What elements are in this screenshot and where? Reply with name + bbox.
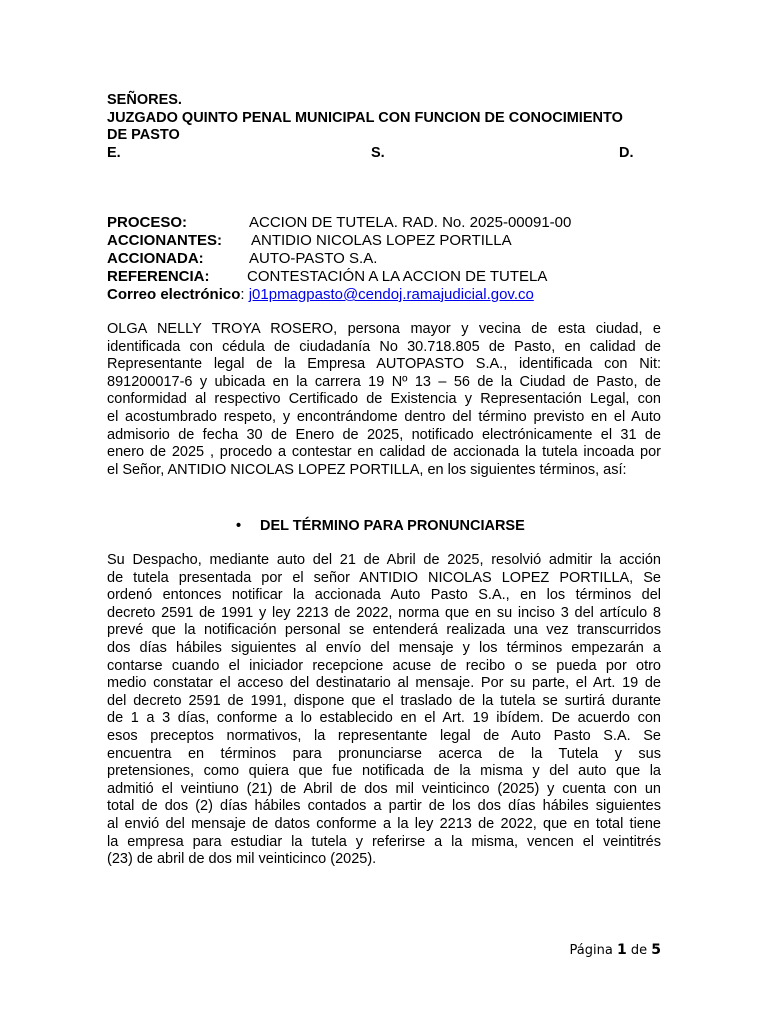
intro-line: Representante legal de la Empresa AUTOPASTO S.A., identificada con Nit: xyxy=(107,356,661,373)
intro-line: admisorio de fecha 30 de Enero de 2025, notificado electrónicamente el 31 de xyxy=(107,426,661,443)
addressee-block xyxy=(107,92,667,162)
total-pages-number: 5 xyxy=(651,942,661,958)
accionantes-label: ACCIONANTES: xyxy=(107,232,222,249)
body-line: (23) de abril de dos mil veinticinco (2025). xyxy=(107,851,377,868)
accionada-row xyxy=(107,250,667,268)
accionantes-row xyxy=(107,232,667,250)
accionada-value: AUTO-PASTO S.A. xyxy=(249,250,378,267)
esd-line xyxy=(107,145,667,163)
correo-separator: : xyxy=(240,286,245,303)
esd-d: D. xyxy=(619,144,634,161)
bullet-icon: • xyxy=(236,518,242,534)
accionantes-value: ANTIDIO NICOLAS LOPEZ PORTILLA xyxy=(251,232,512,249)
intro-line: conformidad al respectivo Certificado de Existencia y Representación Legal, con xyxy=(107,391,661,408)
page-word: Página xyxy=(569,943,613,958)
page-number-footer xyxy=(570,942,661,958)
body-line: de 1 a 3 días, conforme a lo establecido en el Art. 19 ibídem. De acuerdo con xyxy=(107,710,661,727)
body-line: total de dos (2) días hábiles contados a partir de los dos días hábiles siguientes xyxy=(107,798,661,815)
proceso-value: ACCION DE TUTELA. RAD. No. 2025-00091-00 xyxy=(249,214,572,231)
referencia-value: CONTESTACIÓN A LA ACCION DE TUTELA xyxy=(247,268,548,285)
current-page-number: 1 xyxy=(616,942,627,958)
section-heading-text: DEL TÉRMINO PARA PRONUNCIARSE xyxy=(260,518,525,534)
correo-row xyxy=(107,286,667,304)
esd-e: E. xyxy=(107,144,121,161)
referencia-label: REFERENCIA: xyxy=(107,268,210,285)
body-paragraph xyxy=(107,552,661,869)
intro-line: 891200017-6 y ubicada en la carrera 19 Nº 13 – 56 de la Ciudad de Pasto, de xyxy=(107,373,661,390)
body-line: de tutela presentada por el señor ANTIDIO NICOLAS LOPEZ PORTILLA, Se xyxy=(107,569,661,586)
body-line: al envió del mensaje de datos conforme a la ley 2213 de 2022, que en total tiene xyxy=(107,815,661,832)
case-metadata xyxy=(107,214,667,304)
intro-line: el Señor, ANTIDIO NICOLAS LOPEZ PORTILLA, en los siguientes términos, así: xyxy=(107,461,627,478)
proceso-row xyxy=(107,214,667,232)
body-line: Su Despacho, mediante auto del 21 de Abril de 2025, resolvió admitir la acción xyxy=(107,552,661,568)
intro-line: identificada con cédula de ciudadanía No 30.718.805 de Pasto, en calidad de xyxy=(107,338,661,355)
email-link[interactable]: j01pmagpasto@cendoj.ramajudicial.gov.co xyxy=(248,286,534,303)
body-line: dos días hábiles siguientes al envío del mensaje y los términos empezarán a xyxy=(107,639,661,656)
esd-s: S. xyxy=(371,144,385,161)
body-line: pretensiones, como quiera que fue notificada de la misma y del auto que la xyxy=(107,763,661,780)
addressee-court-name: JUZGADO QUINTO PENAL MUNICIPAL CON FUNCION DE CONOCIMIENTO xyxy=(107,109,623,126)
accionada-label: ACCIONADA: xyxy=(107,250,204,267)
of-word: de xyxy=(630,943,648,958)
body-line: contarse cuando el iniciador recepcione acuse de recibo o se pueda por otro xyxy=(107,657,661,674)
correo-label: Correo electrónico xyxy=(107,286,241,303)
body-line: la empresa para estudiar la tutela y referirse a la misma, vencen el veintitrés xyxy=(107,833,661,850)
body-line: del decreto 2591 de 1991, dispone que el traslado de la tutela se surtirá durante xyxy=(107,692,661,709)
body-line: medio constatar el acceso del destinatario al mensaje. Por su parte, el Art. 19 de xyxy=(107,675,661,692)
body-line: admitió el veintiuno (21) de Abril de dos mil veinticinco (2025) y cuenta con un xyxy=(107,780,661,797)
addressee-salutation: SEÑORES. xyxy=(107,92,182,108)
addressee-court-city: DE PASTO xyxy=(107,127,180,143)
body-line: encuentra en términos para pronunciarse acerca de la Tutela y sus xyxy=(107,745,661,762)
body-line: esos preceptos normativos, la representante legal de Auto Pasto S.A. Se xyxy=(107,727,661,744)
body-line: prevé que la notificación personal se entenderá realizada una vez transcurridos xyxy=(107,622,661,639)
section-heading xyxy=(236,517,525,535)
referencia-row xyxy=(107,268,667,286)
body-line: decreto 2591 de 1991 y ley 2213 de 2022, norma que en su inciso 3 del artículo 8 xyxy=(107,604,661,621)
body-line: ordenó entonces notificar la accionada Auto Pasto S.A., en los términos del xyxy=(107,587,661,604)
intro-line: enero de 2025 , procedo a contestar en calidad de accionada la tutela incoada por xyxy=(107,444,661,461)
intro-line: OLGA NELLY TROYA ROSERO, persona mayor y vecina de esta ciudad, e xyxy=(107,321,661,337)
intro-line: el acostumbrado respeto, y encontrándome dentro del término previsto en el Auto xyxy=(107,408,661,425)
proceso-label: PROCESO: xyxy=(107,214,188,231)
intro-paragraph xyxy=(107,321,661,479)
